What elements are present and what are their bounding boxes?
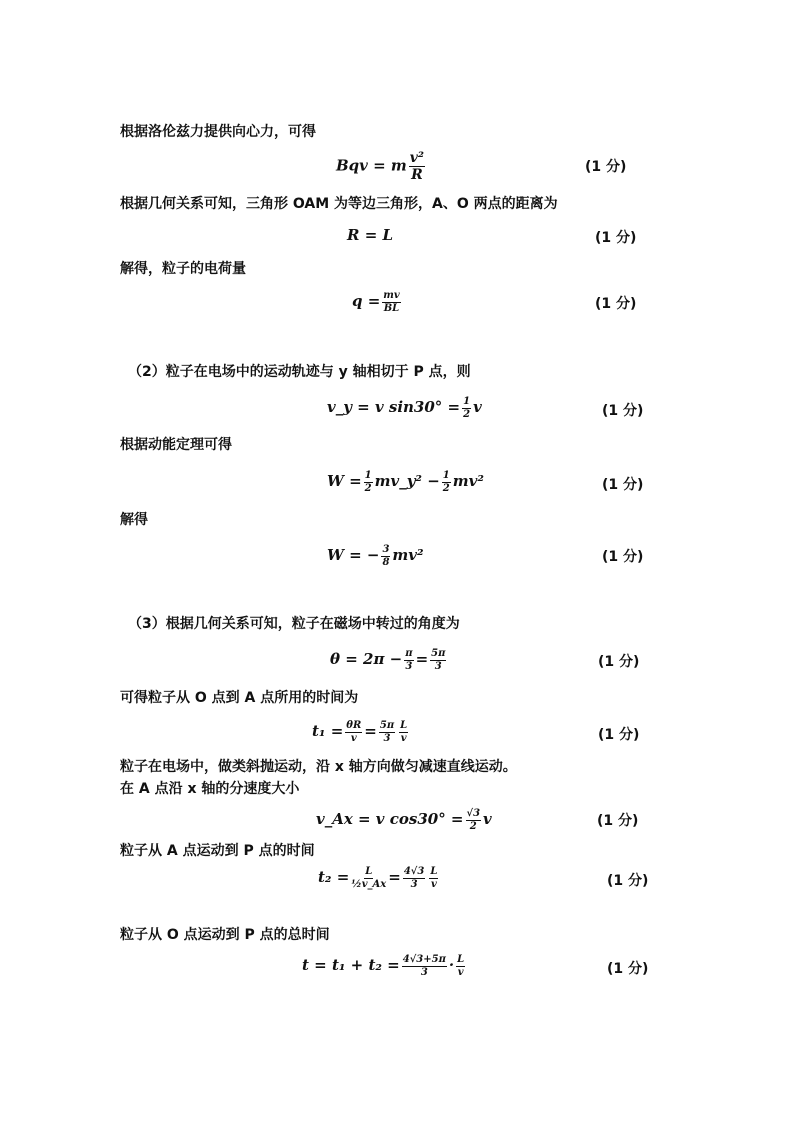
text-line-7: （3）根据几何关系可知，粒子在磁场中转过的角度为 (128, 616, 460, 632)
equation-vy: v_y = v sin30° = $\frac{1}{2}$ v (327, 396, 482, 420)
score-label: (1 分) (597, 813, 639, 829)
text-line-3: 解得，粒子的电荷量 (120, 261, 246, 277)
text-line-4: （2）粒子在电场中的运动轨迹与 y 轴相切于 P 点，则 (128, 364, 471, 380)
equation-work: W = $\frac{1}{2}$ mv_y² − $\frac{1}{2}$ mv² (327, 470, 484, 494)
text-line-10: 在 A 点沿 x 轴的分速度大小 (120, 781, 300, 797)
score-label: (1 分) (595, 230, 637, 246)
equation-t1: t₁ = $\frac{\theta R}{v}$ = $\frac{5\pi}{3}$ $\frac{L}{v}$ (312, 720, 408, 744)
text-line-6: 解得 (120, 512, 148, 528)
equation-work-result: W = − $\frac{3}{8}$ mv² (327, 544, 424, 568)
text-line-8: 可得粒子从 O 点到 A 点所用的时间为 (120, 690, 359, 706)
text-line-11: 粒子从 A 点运动到 P 点的时间 (120, 843, 315, 859)
equation-radius: R = L (347, 226, 394, 244)
score-label: (1 分) (607, 873, 649, 889)
text-line-9: 粒子在电场中，做类斜抛运动，沿 x 轴方向做匀减速直线运动。 (120, 759, 517, 775)
equation-charge: q = $\frac{mv}{BL}$ (352, 290, 400, 314)
text-line-12: 粒子从 O 点运动到 P 点的总时间 (120, 927, 330, 943)
score-label: (1 分) (602, 403, 644, 419)
score-label: (1 分) (602, 549, 644, 565)
text-line-1: 根据洛伦兹力提供向心力，可得 (120, 124, 316, 140)
equation-lorentz: Bqv = m $\frac{\text{v²}}{R}$ (336, 150, 425, 184)
score-label: (1 分) (602, 477, 644, 493)
equation-t2: t₂ = $\frac{L}{\text{½v\_Ax}}$ = $\frac{4√3}{3}$ $\frac{L}{v}$ (318, 866, 438, 890)
equation-angle: θ = 2π − $\frac{\pi}{3}$ = $\frac{5\pi}{3}$ (330, 648, 446, 672)
score-label: (1 分) (595, 296, 637, 312)
score-label: (1 分) (585, 159, 627, 175)
score-label: (1 分) (607, 961, 649, 977)
score-label: (1 分) (598, 654, 640, 670)
text-line-5: 根据动能定理可得 (120, 437, 232, 453)
score-label: (1 分) (598, 727, 640, 743)
equation-vax: v_Ax = v cos30° = $\frac{√3}{2}$ v (316, 808, 492, 832)
equation-total-time: t = t₁ + t₂ = $\frac{4√3+5\pi}{3}$ · $\frac{L}{v}$ (302, 954, 465, 978)
text-line-2: 根据几何关系可知，三角形 OAM 为等边三角形，A、O 两点的距离为 (120, 196, 558, 212)
